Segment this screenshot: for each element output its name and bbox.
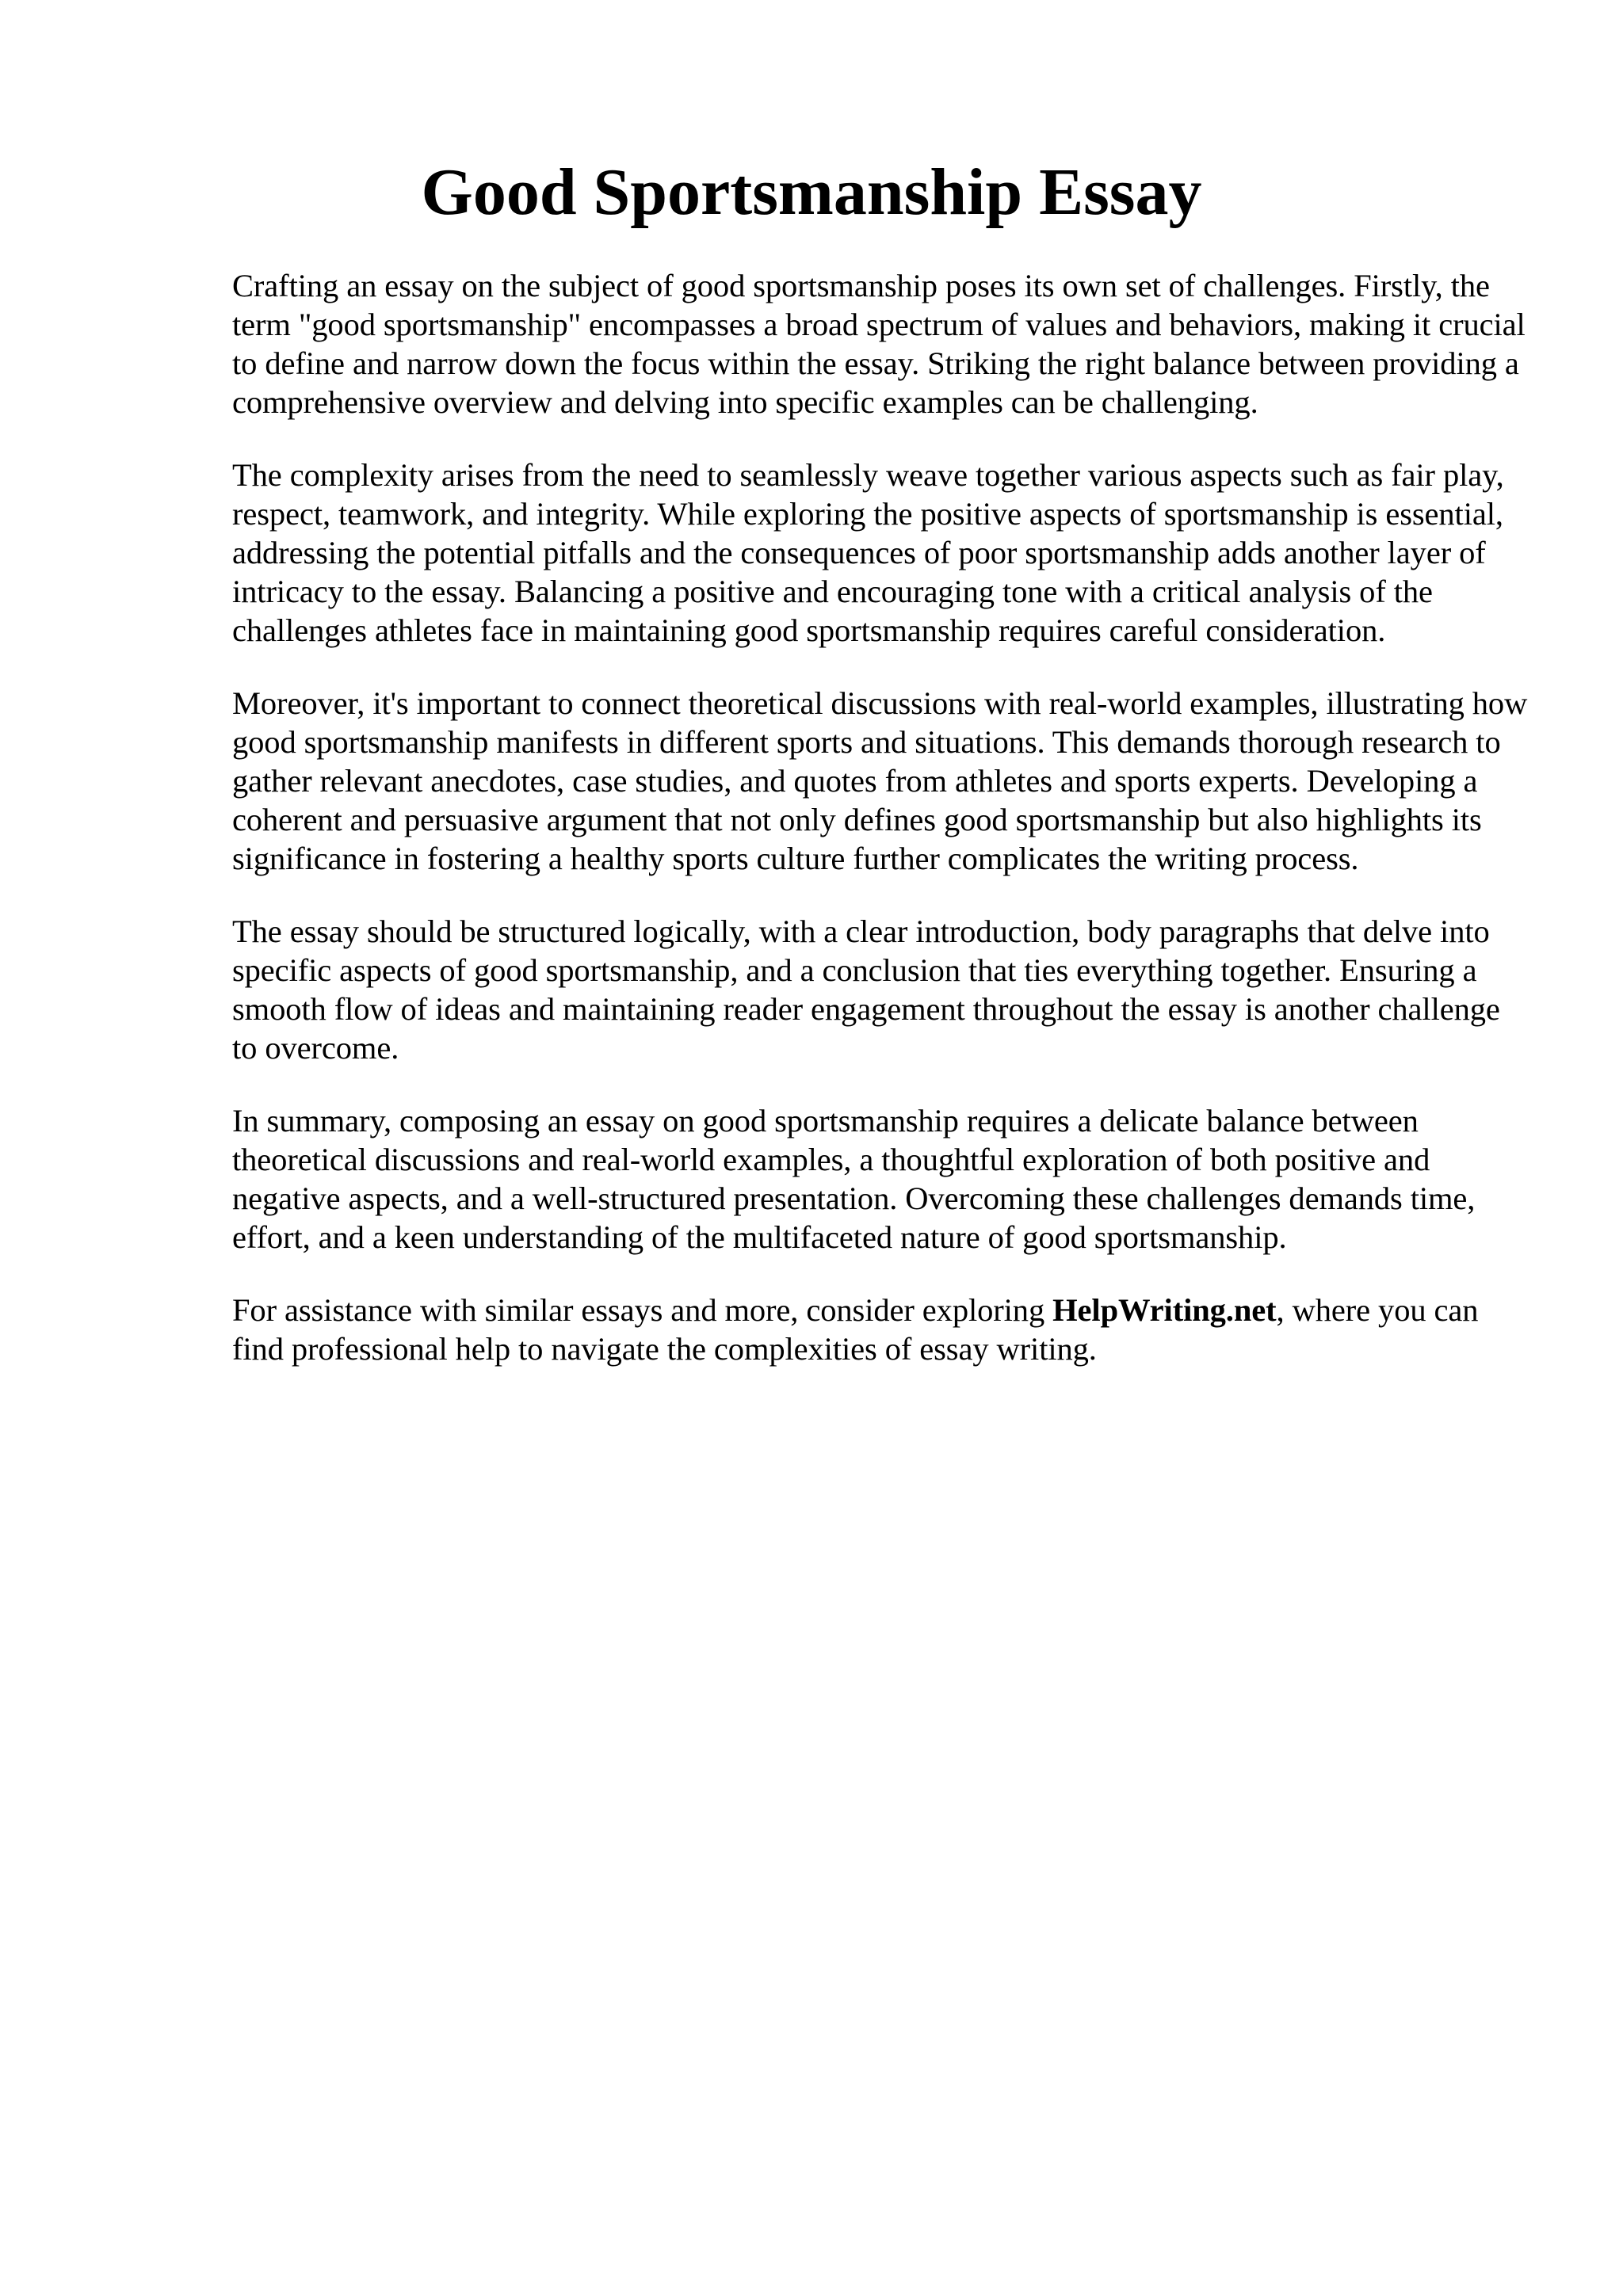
paragraph-intro: Crafting an essay on the subject of good sportsmanship poses its own set of challenges. Firstly, the term "good sportsmanship" encompasses a broad spectrum of values and behaviors, making it crucial to define and narrow down the focus within the essay. Striking the right balance between providing a comprehensive overview and delving into specific examples can be challenging. [232,268,1526,420]
closing-text-after: , where you can find professional help to navigate the complexities of essay writing. [232,1292,1479,1367]
page-title: Good Sportsmanship Essay [421,155,1202,229]
paragraph-examples: Moreover, it's important to connect theoretical discussions with real-world examples, illustrating how good sportsmanship manifests in different sports and situations. This demands thorough research to gather relevant anecdotes, case studies, and quotes from athletes and sports experts. Developing a coherent and persuasive argument that not only defines good sportsmanship but also highlights its significance in fostering a healthy sports culture further complicates the writing process. [232,685,1528,876]
paragraph-complexity: The complexity arises from the need to seamlessly weave together various aspects such as fair play, respect, teamwork, and integrity. While exploring the positive aspects of sportsmanship is essential, addressing the potential pitfalls and the consequences of poor sportsmanship adds another layer of intricacy to the essay. Balancing a positive and encouraging tone with a critical analysis of the challenges athletes face in maintaining good sportsmanship requires careful consideration. [232,457,1504,648]
paragraph-summary: In summary, composing an essay on good sportsmanship requires a delicate balance between theoretical discussions and real-world examples, a thoughtful exploration of both positive and negative aspects, and a well-structured presentation. Overcoming these challenges demands time, effort, and a keen understanding of the multifaceted nature of good sportsmanship. [232,1103,1476,1255]
helpwriting-link[interactable]: HelpWriting.net [1052,1292,1277,1328]
paragraph-structure: The essay should be structured logically, with a clear introduction, body paragraphs that delve into specific aspects of good sportsmanship, and a conclusion that ties everything together. Ensuring a smooth flow of ideas and maintaining reader engagement throughout the essay is another challenge to overcome. [232,913,1500,1066]
essay-body [232,266,1532,1402]
closing-text-before: For assistance with similar essays and more, consider exploring [232,1292,1053,1328]
paragraph-closing [232,1291,1532,1368]
